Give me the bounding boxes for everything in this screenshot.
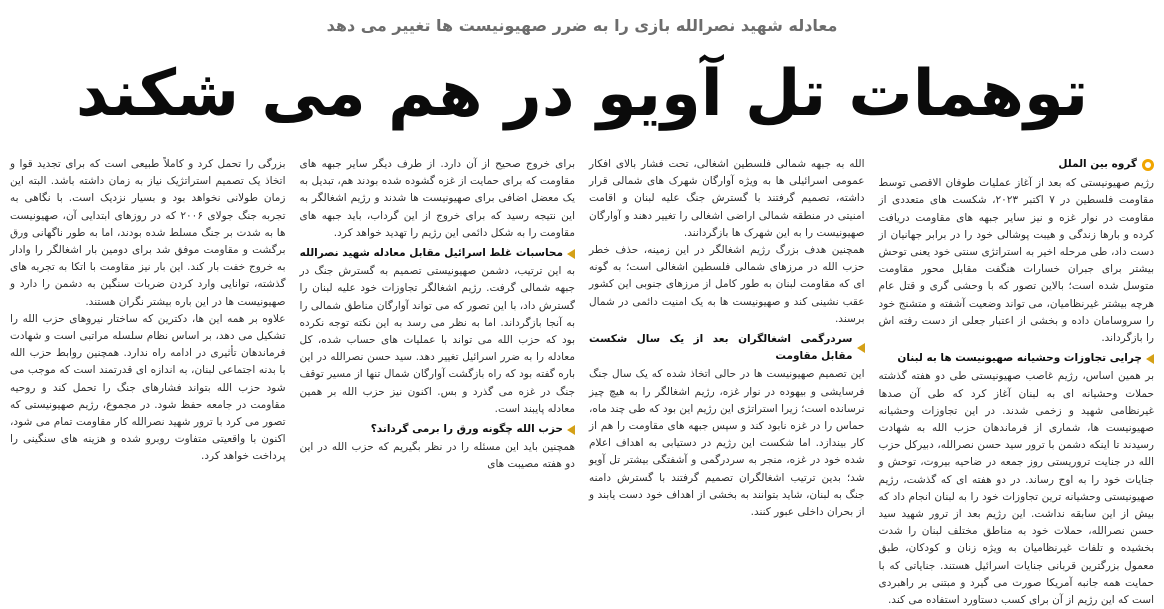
paragraph: رژیم صهیونیستی که بعد از آغاز عملیات طوفان الاقصی توسط مقاومت فلسطین در ۷ اکتبر ۲۰۲۳، شکست های متعددی از مقاومت در نوار غزه و نیز سایر جبهه های مقاومت دریافت کرده و بارها زندگی و هیبت پوشالی خود را در برابر جهانیان از دست داد، طی مرحله اخیر به استراتژی سنتی خود یعنی توحش بیشتر برای جبران خسارات هنگفت مقابل محور مقاومت متوسل شده است؛ بالاین تصور که با وحشی گری و قتل عام هرچه بیشتر غیرنظامیان، می تواند وضعیت آشفته و متشنج خود را سروسامان داده و بخشی از اعتبار جعلی از دست رفته اش را بازگرداند.: [878, 177, 1154, 345]
article-column-3: [300, 156, 576, 496]
subheading: چرایی تجاوزات وحشیانه صهیونیست ها به لبنان: [879, 350, 1155, 367]
paragraph: همچنین هدف بزرگ رژیم اشغالگر در این زمینه، حذف خطر حزب الله در مرزهای شمالی فلسطین اشغالی است؛ به گونه ای که مقاومت لبنان به طور کامل از مرزهای جنوبی این کشور عقب نشینی کند و صهیونیست ها به یک امنیت دائمی در شمال برسند.: [589, 244, 865, 325]
main-headline: توهمات تل آویو در هم می شکند: [75, 57, 1089, 131]
subheading: محاسبات غلط اسرائیل مقابل معادله شهید نصرالله: [300, 245, 576, 262]
subhead-marker-icon: [567, 249, 575, 259]
article-columns: [10, 156, 1154, 607]
subhead-marker-icon: [857, 343, 865, 353]
paragraph: بر همین اساس، رژیم غاصب صهیونیستی طی دو هفته گذشته حملات وحشیانه ای به لبنان آغاز کرد که طی آن صدها غیرنظامی شهید و زخمی شدند. در این تجاوزات وحشیانه صهیونیست ها، شماری از فرماندهان حزب الله به شهادت رسیدند تا اینکه دشمن با ترور سید حسن نصرالله، دبیرکل حزب الله در جنایت تروریستی روز جمعه در ضاحیه بیروت، توحش و جنایات خود را به اوج رساند. در دو هفته ای که گذشت، رژیم صهیونیستی وحشیانه ترین تجاوزات خود را به لبنان انجام داد که بیش از این سابقه نداشت. این رژیم بعد از ترور شهید سید حسن نصرالله، حملات خود به مناطق مختلف لبنان را شدت بخشیده و تلفات غیرنظامیان به ویژه زنان و کودکان، طبق معمول بزرگترین قربانی جنایات اسرائیل هستند. جنایاتی که با حمایت همه جانبه آمریکا صورت می گیرد و مبتنی بر راهبردی است که این رژیم از آن برای کسب دستاورد استفاده می کند.: [878, 370, 1154, 607]
source-label-row: [879, 156, 1155, 173]
paragraph: علاوه بر همه این ها، دکترین که ساختار نیروهای حزب الله را تشکیل می دهد، بر اساس نظام سلسله مراتبی است و شهادت فرماندهان تأثیری در ادامه راه ندارد. همچنین روابط حزب الله با بدنه اجتماعی لبنان، به اندازه ای قدرتمند است که موجب می شود حزب الله بتواند فشارهای جنگ را تحمل کند و روحیه مقاومت در جامعه حفظ شود. در مجموع، رژیم صهیونیستی که تصور می کرد با ترور شهید نصرالله کار مقاومت تمام می شود، اکنون با واقعیتی متفاوت روبرو شده و هزینه های سنگینی را پرداخت خواهد کرد.: [10, 312, 286, 463]
article-column-1: [878, 156, 1155, 607]
news-group-logo-icon: [1142, 159, 1154, 171]
subhead-marker-icon: [567, 425, 575, 435]
source-label: گروه بین الملل: [1058, 158, 1137, 170]
subheading: سردرگمی اشغالگران بعد از یک سال شکست مقابل مقاومت: [589, 331, 865, 365]
paragraph: به این ترتیب، دشمن صهیونیستی تصمیم به گسترش جنگ در جبهه شمالی گرفت. رژیم اشغالگر تجاوزات خود علیه لبنان را گسترش داد، با این تصور که می تواند آوارگان مناطق شمالی را به آنجا بازگرداند. اما به نظر می رسد به این نکته توجه نکرده بود که حزب الله می تواند با عملیات های حساب شده، کل معادله را به ضرر اسرائیل تغییر دهد. سید حسن نصرالله در این باره گفته بود که راه بازگشت آوارگان شمال تنها از مسیر توقف جنگ در غزه می گذرد و بس. اکنون نیز حزب الله بر همین معادله پایبند است.: [299, 265, 575, 415]
paragraph: برای خروج صحیح از آن دارد. از طرف دیگر سایر جبهه های مقاومت که برای حمایت از غزه گشوده شده بودند هم، تبدیل به یک معضل اضافی برای صهیونیست ها شدند و رژیم اشغالگر به این نتیجه رسید که برای خروج از این گرداب، باید جبهه های مقاومت را به شکل دائمی این رژیم را تهدید خواهد کرد.: [299, 158, 575, 239]
article-column-2: [589, 156, 865, 519]
paragraph: بزرگی را تحمل کرد و کاملاً طبیعی است که برای تجدید قوا و اتخاذ یک تصمیم استراتژیک نیاز به زمان داشته باشد. البته این زمان طولانی نخواهد بود و بسیار نزدیک است. با نگاهی به تجربه جنگ جولای ۲۰۰۶ که در روزهای ابتدایی آن، صهیونیست ها به شدت بر جنگ مسلط شده بودند، اما به طور ناگهانی ورق برگشت و مقاومت موفق شد برای دومین بار اشغالگر را وادار به خروج خفت بار کند. این بار نیز مقاومت با اتکا به تجربه های گذشته، توانایی وارد کردن ضربات سنگین به دشمن را دارد و صهیونیست ها در این باره بیشتر نگران هستند.: [10, 158, 286, 308]
subheading: حزب الله چگونه ورق را برمی گرداند؟: [300, 421, 576, 438]
kicker-line: معادله شهید نصرالله بازی را به ضرر صهیونیست ها تغییر می دهد: [326, 16, 838, 35]
paragraph: الله به جبهه شمالی فلسطین اشغالی، تحت فشار بالای افکار عمومی اسرائیلی ها به ویژه آوارگان شهرک های شمالی قرار داشته، تصمیم گرفتند با گسترش جنگ علیه لبنان و اقامت امنیتی در منطقه شمالی اراضی اشغالی را تغییر دهند و آوارگان صهیونیست را به این شهرک ها بازگردانند.: [589, 158, 865, 239]
article-column-4: [10, 156, 286, 496]
subhead-marker-icon: [1146, 354, 1154, 364]
paragraph: همچنین باید این مسئله را در نظر بگیریم که حزب الله در این دو هفته مصیبت های: [299, 441, 575, 471]
paragraph: این تصمیم صهیونیست ها در حالی اتخاذ شده که یک سال جنگ فرسایشی و بیهوده در نوار غزه، رژیم اشغالگر را به هیچ چیز نرسانده است؛ زیرا استراتژی این رژیم این بود که طی چند ماه، حماس را در غزه نابود کند و سپس جبهه های مقاومت را هم از کار بیندازد. اما شکست این رژیم در دستیابی به اهداف اعلام شده خود در غزه، منجر به سردرگمی و آشفتگی بیشتر تل آویو شد؛ بدین ترتیب اشغالگران تصمیم گرفتند با گسترش دامنه جنگ به لبنان، شاید بتوانند به بخشی از اهداف خود دست یابند و از بحران داخلی عبور کنند.: [589, 368, 865, 519]
